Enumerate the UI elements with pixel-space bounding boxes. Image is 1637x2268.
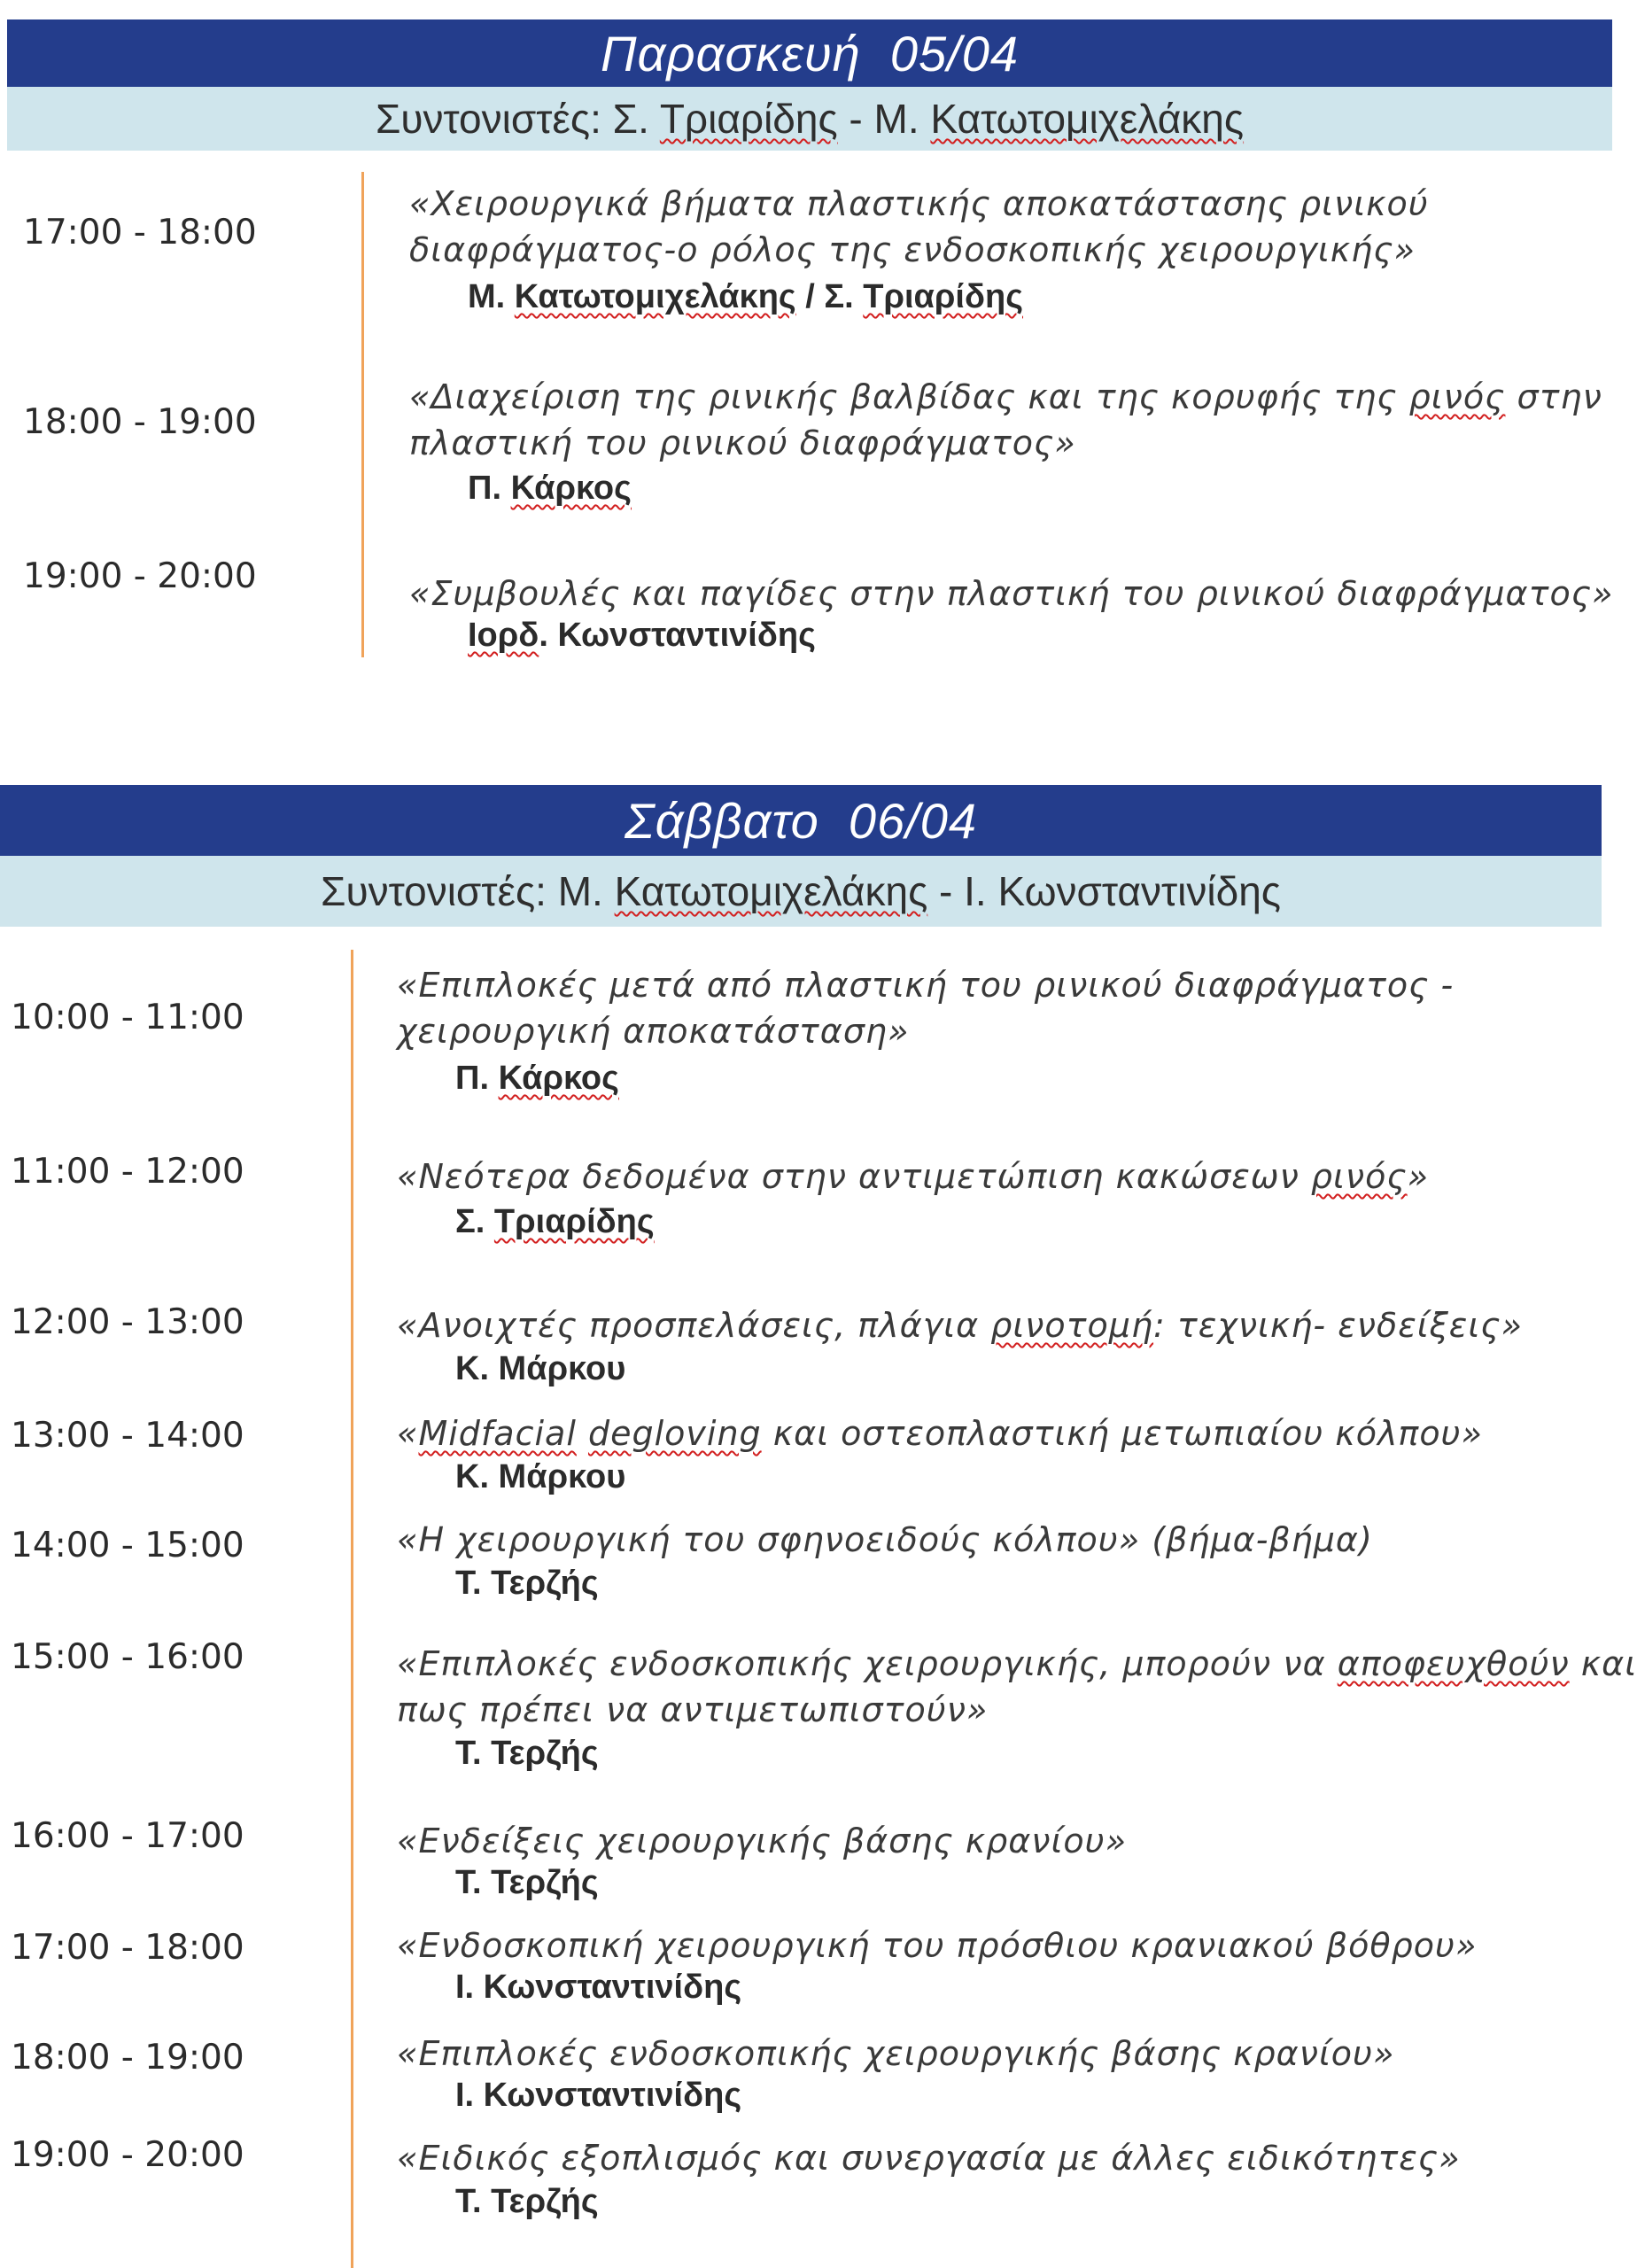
title-text: και bbox=[1569, 1644, 1637, 1683]
speaker-name: Κάρκος bbox=[510, 470, 632, 507]
session-speaker: Ι. Κωνσταντινίδης bbox=[455, 2077, 742, 2114]
friday-coordinators-bar bbox=[7, 87, 1612, 151]
title-term: ρινοτομή bbox=[990, 1306, 1154, 1345]
session-title-line: «Ενδείξεις χειρουργικής βάσης κρανίου» bbox=[397, 1821, 1128, 1860]
title-term: αποφευχθούν bbox=[1337, 1644, 1570, 1683]
session-title bbox=[397, 2135, 1461, 2181]
saturday-timeline-divider bbox=[351, 950, 353, 2268]
coord-prefix: Συντονιστές: Μ. bbox=[321, 868, 615, 914]
title-text: και οστεοπλαστική μετωπιαίου κόλπου» bbox=[761, 1414, 1484, 1453]
speaker-initial: Ιορδ bbox=[468, 617, 539, 654]
session-speaker: Κ. Μάρκου bbox=[455, 1458, 626, 1495]
speaker-name: Τριαρίδης bbox=[863, 278, 1024, 315]
session-title bbox=[397, 1818, 1127, 1864]
title-term: Midfacial bbox=[418, 1414, 577, 1453]
session-time: 15:00 - 16:00 bbox=[11, 1637, 244, 1677]
session-title-line: «Επιπλοκές ενδοσκοπικής χειρουργικής βάσης κρανίου» bbox=[397, 2034, 1395, 2073]
session-speaker: Τ. Τερζής bbox=[455, 1735, 599, 1772]
session-time: 11:00 - 12:00 bbox=[11, 1152, 244, 1192]
title-term: degloving bbox=[587, 1414, 762, 1453]
coord-prefix: Συντονιστές: Σ. bbox=[375, 96, 660, 142]
friday-timeline-divider bbox=[361, 172, 364, 657]
session-title bbox=[397, 1153, 1429, 1200]
session-speaker: Τ. Τερζής bbox=[455, 1864, 599, 1901]
title-text: » bbox=[1407, 1157, 1430, 1196]
session-title bbox=[409, 571, 1613, 617]
session-title-line: «Συμβουλές και παγίδες στην πλαστική του ρινικού διαφράγματος» bbox=[409, 574, 1614, 613]
title-text: «Επιπλοκές ενδοσκοπικής χειρουργικής, μπορούν να bbox=[397, 1644, 1338, 1683]
title-text: «Διαχείριση της ρινικής βαλβίδας και της κορυφής της bbox=[409, 377, 1409, 416]
session-title bbox=[397, 2031, 1395, 2077]
session-speaker: Κ. Μάρκου bbox=[455, 1350, 626, 1387]
coord-rest: - Ι. Κωνσταντινίδης bbox=[927, 868, 1281, 914]
session-title-line: χειρουργική αποκατάσταση» bbox=[397, 1012, 910, 1051]
saturday-day-header bbox=[0, 785, 1602, 856]
friday-day-title: Παρασκευή 05/04 bbox=[600, 25, 1020, 82]
session-title-line: «Η χειρουργική του σφηνοειδούς κόλπου» (βήμα-βήμα) bbox=[397, 1520, 1373, 1559]
session-time: 19:00 - 20:00 bbox=[23, 556, 257, 596]
session-speaker bbox=[468, 278, 1023, 316]
speaker-name: Τριαρίδης bbox=[493, 1203, 655, 1240]
saturday-coordinators bbox=[321, 867, 1281, 915]
title-text: «Νεότερα δεδομένα στην αντιμετώπιση κακώσεων bbox=[397, 1157, 1311, 1196]
session-title bbox=[397, 1410, 1483, 1456]
session-speaker bbox=[468, 470, 632, 508]
session-time: 13:00 - 14:00 bbox=[11, 1416, 244, 1456]
session-time: 18:00 - 19:00 bbox=[23, 402, 257, 442]
speaker-name: Κάρκος bbox=[498, 1060, 619, 1097]
session-time: 17:00 - 18:00 bbox=[23, 213, 257, 252]
session-title-line bbox=[397, 1302, 1523, 1348]
title-text bbox=[577, 1414, 588, 1453]
session-time: 17:00 - 18:00 bbox=[11, 1928, 244, 1968]
speaker-name: Κατωτομιχελάκης bbox=[514, 278, 796, 315]
session-time: 18:00 - 19:00 bbox=[11, 2038, 244, 2078]
title-text: « bbox=[397, 1414, 419, 1453]
coord-name: Κατωτομιχελάκης bbox=[614, 868, 928, 914]
session-title-line: «Ενδοσκοπική χειρουργική του πρόσθιου κρανιακού βόθρου» bbox=[397, 1926, 1478, 1965]
speaker-name: . Κωνσταντινίδης bbox=[539, 617, 816, 654]
speaker-initial: Π. bbox=[455, 1060, 499, 1097]
friday-day-header bbox=[7, 19, 1612, 87]
session-title bbox=[409, 181, 1429, 273]
title-text: : τεχνική- ενδείξεις» bbox=[1153, 1306, 1523, 1345]
speaker-separator: / Σ. bbox=[795, 278, 864, 315]
title-term: ρινός bbox=[1408, 377, 1506, 416]
saturday-day-title: Σάββατο 06/04 bbox=[625, 792, 977, 849]
speaker-initial: Μ. bbox=[468, 278, 515, 315]
session-title-line: «Χειρουργικά βήματα πλαστικής αποκατάστασης ρινικού bbox=[409, 184, 1429, 223]
session-time: 19:00 - 20:00 bbox=[11, 2135, 244, 2175]
session-time: 10:00 - 11:00 bbox=[11, 998, 244, 1037]
session-title-line: διαφράγματος-ο ρόλος της ενδοσκοπικής χειρουργικής» bbox=[409, 230, 1416, 269]
session-speaker bbox=[455, 1060, 619, 1098]
session-title-line: «Ειδικός εξοπλισμός και συνεργασία με άλλες ειδικότητες» bbox=[397, 2139, 1461, 2178]
session-speaker: Ι. Κωνσταντινίδης bbox=[455, 1969, 742, 2006]
speaker-initial: Π. bbox=[468, 470, 511, 507]
friday-coordinators bbox=[376, 95, 1244, 143]
session-title bbox=[397, 1302, 1523, 1348]
session-title-line bbox=[409, 374, 1602, 420]
coord-name: Τριαρίδης bbox=[659, 96, 838, 142]
title-text: «Ανοιχτές προσπελάσεις, πλάγια bbox=[397, 1306, 991, 1345]
session-speaker bbox=[468, 617, 816, 655]
session-title-line: πως πρέπει να αντιμετωπιστούν» bbox=[397, 1690, 989, 1729]
coord-separator: - Μ. bbox=[837, 96, 931, 142]
title-term: ρινός bbox=[1310, 1157, 1408, 1196]
session-title-line bbox=[397, 1641, 1637, 1687]
session-title-line bbox=[397, 1153, 1429, 1200]
session-title bbox=[397, 1517, 1373, 1563]
session-title bbox=[397, 962, 1454, 1054]
session-title-line bbox=[397, 1410, 1483, 1456]
session-title bbox=[409, 374, 1602, 466]
session-time: 16:00 - 17:00 bbox=[11, 1816, 244, 1856]
session-title bbox=[397, 1922, 1477, 1969]
session-time: 12:00 - 13:00 bbox=[11, 1302, 244, 1342]
session-speaker: Τ. Τερζής bbox=[455, 2183, 599, 2220]
session-title bbox=[397, 1641, 1637, 1733]
session-speaker: Τ. Τερζής bbox=[455, 1565, 599, 1602]
title-text: στην bbox=[1505, 377, 1602, 416]
session-time: 14:00 - 15:00 bbox=[11, 1526, 244, 1565]
saturday-coordinators-bar bbox=[0, 856, 1602, 927]
session-speaker bbox=[455, 1203, 655, 1241]
session-title-line: «Επιπλοκές μετά από πλαστική του ρινικού διαφράγματος - bbox=[397, 966, 1455, 1005]
speaker-initial: Σ. bbox=[455, 1203, 494, 1240]
session-title-line: πλαστική του ρινικού διαφράγματος» bbox=[409, 423, 1076, 462]
coord-name: Κατωτομιχελάκης bbox=[930, 96, 1245, 142]
